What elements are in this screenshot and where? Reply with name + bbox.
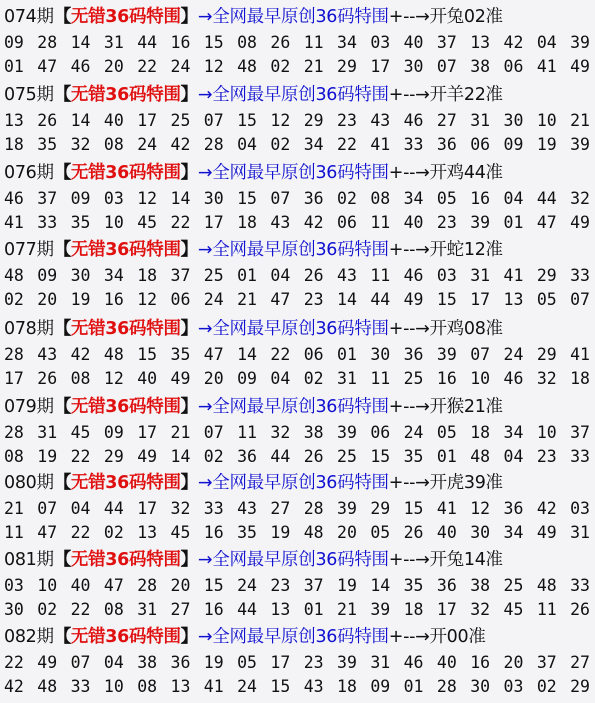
result-text: 开兔02准 bbox=[429, 7, 503, 27]
issue-block-074 bbox=[0, 4, 595, 80]
issue-number: 081期 bbox=[4, 550, 54, 570]
result-text: 开鸡08准 bbox=[429, 319, 503, 339]
issue-number: 076期 bbox=[4, 163, 54, 183]
issue-block-079 bbox=[0, 394, 595, 470]
bracket-close: 】 bbox=[180, 319, 198, 339]
arrow-icon: → bbox=[197, 319, 213, 339]
arrow-icon: → bbox=[197, 473, 213, 493]
result-text: 开鸡44准 bbox=[429, 163, 503, 183]
bracket-close: 】 bbox=[180, 240, 198, 260]
issue-number: 074期 bbox=[4, 7, 54, 27]
number-row-2: 18 35 32 08 24 42 28 04 02 34 22 41 33 36 06 09 19 39 bbox=[4, 135, 590, 154]
number-row-1: 28 31 45 09 17 21 07 11 32 38 39 06 24 05 18 34 10 37 bbox=[4, 423, 590, 442]
number-row-1: 28 43 42 48 15 35 47 14 22 06 01 30 36 39 07 24 29 41 bbox=[4, 345, 590, 364]
slogan-text: 全网最早原创36码特围 bbox=[212, 7, 389, 27]
issue-header bbox=[4, 4, 503, 30]
issue-block-082 bbox=[0, 624, 595, 700]
issue-block-076 bbox=[0, 160, 595, 236]
issue-number: 082期 bbox=[4, 627, 54, 647]
number-row-2: 42 48 33 10 08 13 41 24 15 43 18 09 01 28 30 03 02 29 bbox=[4, 677, 590, 696]
issue-number: 078期 bbox=[4, 319, 54, 339]
issue-title: 无错36码特围 bbox=[70, 240, 181, 260]
arrow-icon: → bbox=[197, 627, 213, 647]
bracket-open: 【 bbox=[53, 85, 71, 105]
connector-arrow: +--→ bbox=[388, 627, 430, 647]
issue-title: 无错36码特围 bbox=[70, 7, 181, 27]
issue-number: 079期 bbox=[4, 397, 54, 417]
bracket-open: 【 bbox=[53, 473, 71, 493]
result-text: 开兔14准 bbox=[429, 550, 503, 570]
bracket-close: 】 bbox=[180, 85, 198, 105]
number-row-1: 13 26 14 40 17 25 07 15 12 29 23 43 46 27 31 30 10 21 bbox=[4, 111, 590, 130]
slogan-text: 全网最早原创36码特围 bbox=[212, 240, 389, 260]
issue-header bbox=[4, 394, 503, 420]
issue-header bbox=[4, 160, 503, 186]
issue-title: 无错36码特围 bbox=[70, 550, 181, 570]
bracket-open: 【 bbox=[53, 319, 71, 339]
issue-number: 080期 bbox=[4, 473, 54, 493]
bracket-close: 】 bbox=[180, 7, 198, 27]
slogan-text: 全网最早原创36码特围 bbox=[212, 473, 389, 493]
slogan-text: 全网最早原创36码特围 bbox=[212, 627, 389, 647]
number-row-2: 02 20 19 16 12 06 24 21 47 23 14 44 49 15 17 13 05 07 bbox=[4, 290, 590, 309]
bracket-close: 】 bbox=[180, 473, 198, 493]
issue-block-078 bbox=[0, 316, 595, 392]
connector-arrow: +--→ bbox=[388, 163, 430, 183]
issue-title: 无错36码特围 bbox=[70, 473, 181, 493]
number-row-1: 03 10 40 47 28 20 15 24 23 37 19 14 35 36 38 25 48 33 bbox=[4, 576, 590, 595]
bracket-open: 【 bbox=[53, 163, 71, 183]
issue-header bbox=[4, 82, 503, 108]
slogan-text: 全网最早原创36码特围 bbox=[212, 85, 389, 105]
number-row-1: 48 09 30 34 18 37 25 01 04 26 43 11 46 03 31 41 29 33 bbox=[4, 266, 590, 285]
number-row-2: 30 02 22 08 31 27 16 44 13 01 21 39 18 17 32 45 11 26 bbox=[4, 600, 590, 619]
issue-number: 077期 bbox=[4, 240, 54, 260]
connector-arrow: +--→ bbox=[388, 550, 430, 570]
slogan-text: 全网最早原创36码特围 bbox=[212, 397, 389, 417]
arrow-icon: → bbox=[197, 397, 213, 417]
bracket-close: 】 bbox=[180, 550, 198, 570]
arrow-icon: → bbox=[197, 7, 213, 27]
number-row-1: 22 49 07 04 38 36 19 05 17 23 39 31 46 40 16 20 37 27 bbox=[4, 653, 590, 672]
issue-block-080 bbox=[0, 470, 595, 546]
connector-arrow: +--→ bbox=[388, 7, 430, 27]
issue-header bbox=[4, 237, 503, 263]
arrow-icon: → bbox=[197, 163, 213, 183]
issue-block-081 bbox=[0, 547, 595, 623]
bracket-open: 【 bbox=[53, 627, 71, 647]
slogan-text: 全网最早原创36码特围 bbox=[212, 550, 389, 570]
number-row-1: 09 28 14 31 44 16 15 08 26 11 34 03 40 37 13 42 04 39 bbox=[4, 33, 590, 52]
issue-header bbox=[4, 547, 503, 573]
slogan-text: 全网最早原创36码特围 bbox=[212, 163, 389, 183]
result-text: 开虎39准 bbox=[429, 473, 503, 493]
result-text: 开00准 bbox=[429, 627, 486, 647]
issue-title: 无错36码特围 bbox=[70, 163, 181, 183]
bracket-open: 【 bbox=[53, 240, 71, 260]
bracket-open: 【 bbox=[53, 550, 71, 570]
connector-arrow: +--→ bbox=[388, 240, 430, 260]
arrow-icon: → bbox=[197, 550, 213, 570]
connector-arrow: +--→ bbox=[388, 397, 430, 417]
arrow-icon: → bbox=[197, 85, 213, 105]
bracket-close: 】 bbox=[180, 163, 198, 183]
issue-title: 无错36码特围 bbox=[70, 85, 181, 105]
issue-header bbox=[4, 316, 503, 342]
number-row-2: 08 19 22 29 49 14 02 36 44 26 25 15 35 01 48 04 23 33 bbox=[4, 447, 590, 466]
bracket-open: 【 bbox=[53, 397, 71, 417]
issue-header bbox=[4, 470, 503, 496]
arrow-icon: → bbox=[197, 240, 213, 260]
issue-header bbox=[4, 624, 486, 650]
connector-arrow: +--→ bbox=[388, 319, 430, 339]
number-row-2: 01 47 46 20 22 24 12 48 02 21 29 17 30 07 38 06 41 49 bbox=[4, 57, 590, 76]
result-text: 开蛇12准 bbox=[429, 240, 503, 260]
issue-block-075 bbox=[0, 82, 595, 158]
number-row-2: 11 47 22 02 13 45 16 35 19 48 20 05 26 40 30 34 49 31 bbox=[4, 523, 590, 542]
result-text: 开羊22准 bbox=[429, 85, 503, 105]
bracket-close: 】 bbox=[180, 397, 198, 417]
slogan-text: 全网最早原创36码特围 bbox=[212, 319, 389, 339]
bracket-open: 【 bbox=[53, 7, 71, 27]
issue-number: 075期 bbox=[4, 85, 54, 105]
connector-arrow: +--→ bbox=[388, 85, 430, 105]
number-row-2: 17 26 08 12 40 49 20 09 04 02 31 11 25 16 10 46 32 18 bbox=[4, 369, 590, 388]
issue-title: 无错36码特围 bbox=[70, 627, 181, 647]
number-row-2: 41 33 35 10 45 22 17 18 43 42 06 11 40 23 39 01 47 49 bbox=[4, 213, 590, 232]
connector-arrow: +--→ bbox=[388, 473, 430, 493]
result-text: 开猴21准 bbox=[429, 397, 503, 417]
issue-block-077 bbox=[0, 237, 595, 313]
issue-title: 无错36码特围 bbox=[70, 397, 181, 417]
number-row-1: 46 37 09 03 12 14 30 15 07 36 02 08 34 05 16 04 44 32 bbox=[4, 189, 590, 208]
issue-title: 无错36码特围 bbox=[70, 319, 181, 339]
bracket-close: 】 bbox=[180, 627, 198, 647]
number-row-1: 21 07 04 44 17 32 33 43 27 28 39 29 15 41 12 36 42 03 bbox=[4, 499, 590, 518]
